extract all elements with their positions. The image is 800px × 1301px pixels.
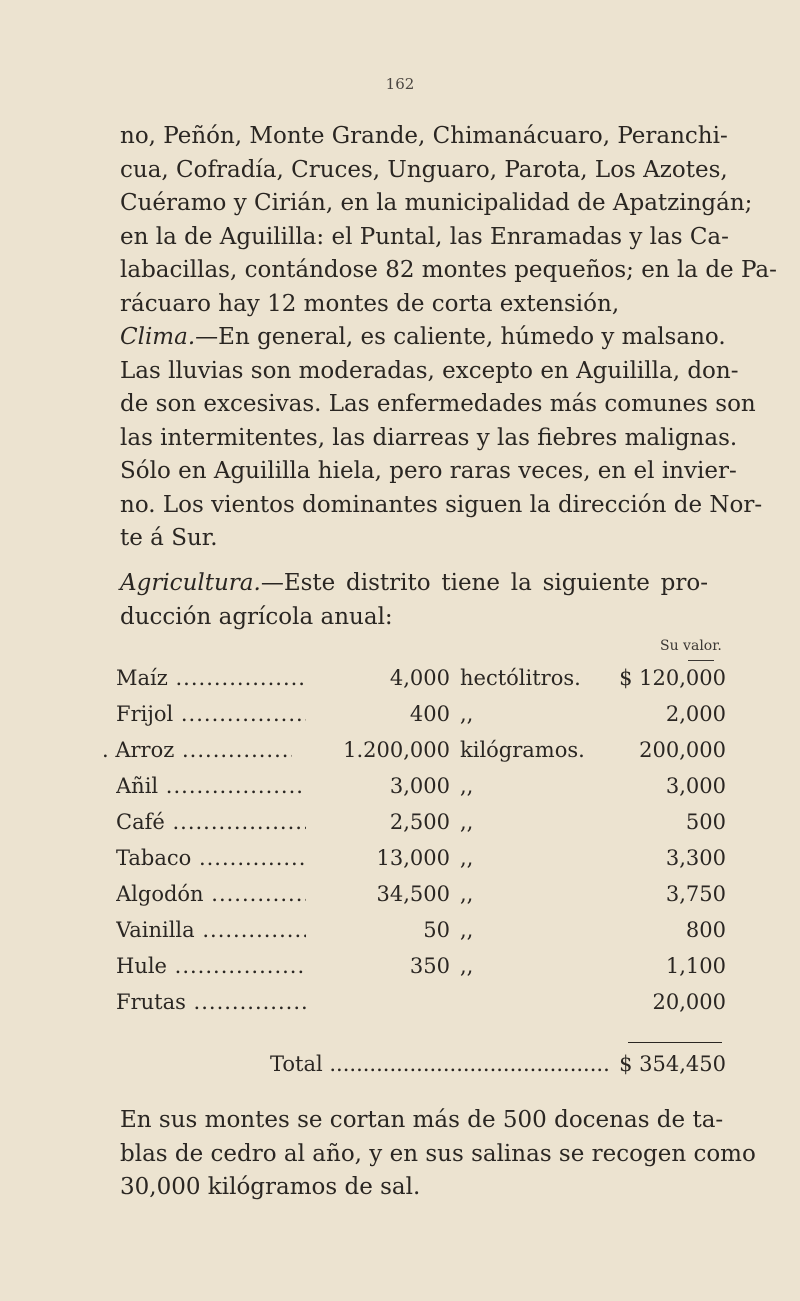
- crop-name: Hule .....: [116, 954, 306, 978]
- table-row: [0, 918, 800, 950]
- crop-name: Maíz .....: [116, 666, 306, 690]
- page-number: 162: [385, 75, 415, 93]
- crop-value: 800: [685, 918, 726, 942]
- clima-heading: Clima.: [120, 324, 196, 350]
- table-row: [0, 810, 800, 842]
- paragraph-montes: [120, 120, 777, 321]
- total-value: $ 354,450: [619, 1052, 726, 1076]
- table-row: [0, 954, 800, 986]
- text-line: te á Sur.: [120, 525, 218, 551]
- crop-value: 500: [685, 810, 726, 834]
- crop-name: Café .....: [116, 810, 306, 834]
- crop-value: 3,750: [665, 882, 726, 906]
- table-row: [0, 666, 800, 698]
- crop-unit: ,,: [460, 882, 474, 906]
- crop-quantity: 4,000: [389, 666, 450, 690]
- text-line: Las lluvias son moderadas, excepto en Aguililla, don-: [120, 357, 739, 384]
- text-line: blas de cedro al año, y en sus salinas se recogen como: [120, 1140, 756, 1167]
- crop-name: . Arroz .....: [102, 738, 292, 762]
- crop-name: Añil .....: [116, 774, 306, 798]
- crop-value: 200,000: [639, 738, 726, 762]
- crop-unit: ,,: [460, 954, 474, 978]
- crop-name: Frijol .....: [116, 702, 306, 726]
- text-line: 30,000 kilógramos de sal.: [120, 1174, 421, 1200]
- table-row: [0, 990, 800, 1022]
- text-line: de son excesivas. Las enfermedades más comunes son: [120, 391, 756, 417]
- crop-quantity: 2,500: [389, 810, 450, 834]
- crop-quantity: 13,000: [376, 846, 450, 870]
- paragraph-montes-cedro: [120, 1104, 756, 1205]
- table-row: [0, 702, 800, 734]
- crop-unit: ,,: [460, 702, 474, 726]
- header-rule: [688, 660, 714, 661]
- crop-quantity: 3,000: [389, 774, 450, 798]
- crop-unit: ,,: [460, 846, 474, 870]
- sum-rule: [628, 1042, 722, 1043]
- table-row: [0, 738, 800, 770]
- paragraph-clima: [120, 321, 763, 556]
- text-line: rácuaro hay 12 montes de corta extensión,: [120, 290, 620, 317]
- total-label: Total .....: [270, 1052, 608, 1076]
- text-line: En sus montes se cortan más de 500 docenas de ta-: [120, 1107, 724, 1133]
- crop-quantity: 50: [423, 918, 450, 942]
- crop-value: 2,000: [665, 702, 726, 726]
- text-line: [120, 567, 708, 601]
- crop-unit: ,,: [460, 774, 474, 798]
- crop-quantity: 400: [409, 702, 450, 726]
- text-line-rest: —Este distrito tiene la siguiente pro-: [260, 570, 708, 596]
- text-line: en la de Aguililla: el Puntal, las Enramadas y las Ca-: [120, 223, 729, 250]
- value-column-header: Su valor.: [660, 638, 722, 654]
- table-row: [0, 846, 800, 878]
- text-line: cua, Cofradía, Cruces, Unguaro, Parota, Los Azotes,: [120, 156, 728, 183]
- text-line-rest: —En general, es caliente, húmedo y malsano.: [195, 324, 726, 350]
- crop-quantity: 1.200,000: [343, 738, 450, 762]
- table-row: [0, 774, 800, 806]
- text-line: no. Los vientos dominantes siguen la dirección de Nor-: [120, 491, 763, 518]
- crop-name: Tabaco .....: [116, 846, 306, 870]
- text-line: no, Peñón, Monte Grande, Chimanácuaro, Peranchi-: [120, 123, 728, 149]
- crop-quantity: 350: [409, 954, 450, 978]
- text-line: ducción agrícola anual:: [120, 603, 393, 630]
- crop-value: 3,300: [665, 846, 726, 870]
- text-line: labacillas, contándose 82 montes pequeños; en la de Pa-: [120, 257, 777, 283]
- crop-name: Algodón .....: [116, 882, 306, 906]
- crop-name: Frutas .....: [116, 990, 306, 1014]
- text-line: [120, 321, 726, 355]
- text-line: las intermitentes, las diarreas y las fiebres malignas.: [120, 424, 738, 451]
- crop-name: Vainilla .....: [116, 918, 306, 942]
- agricultura-heading: Agricultura.: [120, 570, 261, 596]
- crop-value: 1,100: [665, 954, 726, 978]
- table-row: [0, 882, 800, 914]
- crop-value: 3,000: [665, 774, 726, 798]
- text-line: Sólo en Aguililla hiela, pero raras veces, en el invier-: [120, 458, 737, 484]
- crop-unit: hectólitros.: [460, 666, 581, 690]
- text-line: Cuéramo y Cirián, en la municipalidad de Apatzingán;: [120, 190, 753, 216]
- crop-value: 20,000: [652, 990, 726, 1014]
- crop-quantity: 34,500: [376, 882, 450, 906]
- paragraph-agricultura: [120, 567, 708, 634]
- crop-unit: kilógramos.: [460, 738, 585, 762]
- crop-value: $ 120,000: [619, 666, 726, 690]
- crop-unit: ,,: [460, 810, 474, 834]
- crop-unit: ,,: [460, 918, 474, 942]
